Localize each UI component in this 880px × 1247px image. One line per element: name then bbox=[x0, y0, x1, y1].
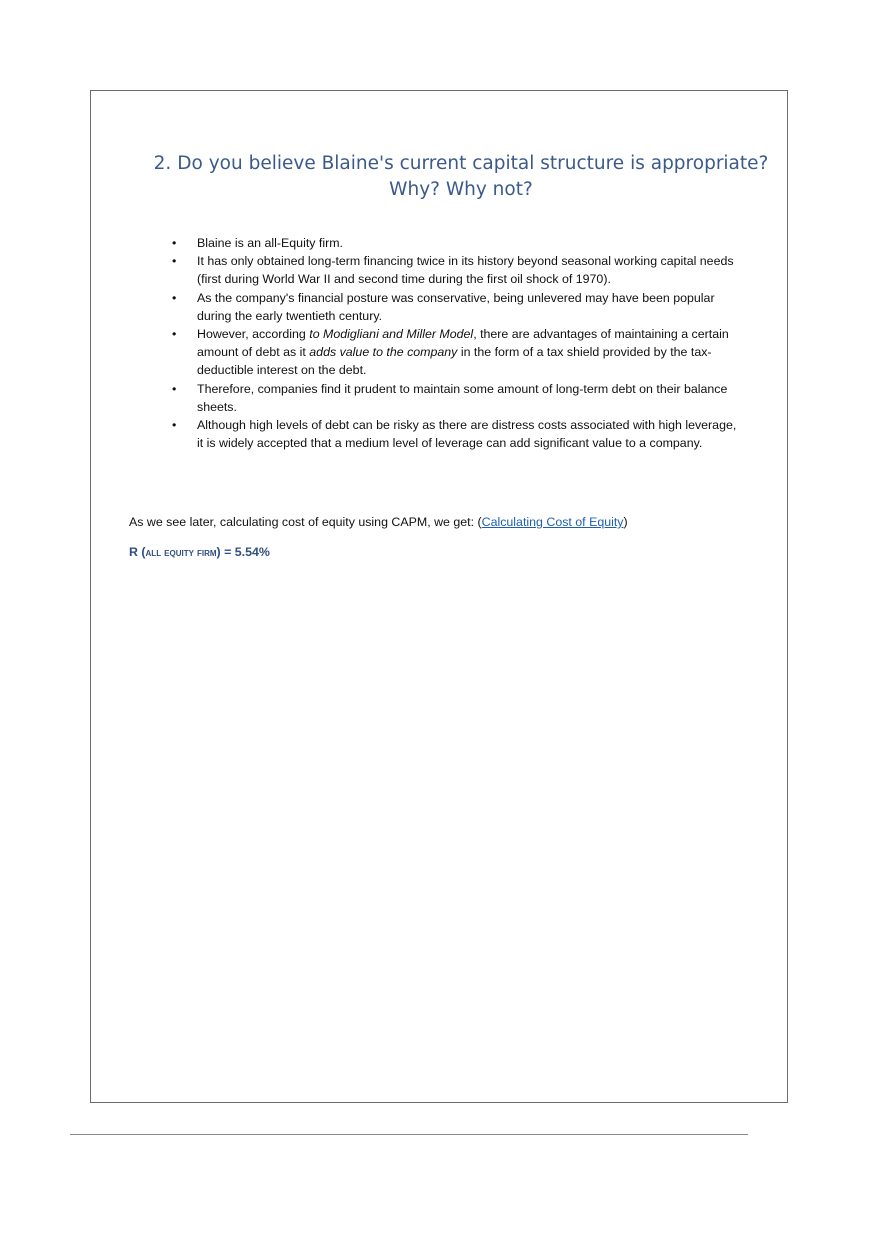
list-item bbox=[172, 289, 742, 325]
bullet-text: Blaine is an all-Equity firm. bbox=[197, 236, 343, 250]
question-number: 2. bbox=[153, 153, 172, 174]
bullet-text: As the company's financial posture was conservative, being unlevered may have been popular during the early twentieth century. bbox=[197, 290, 715, 323]
bullet-icon: • bbox=[172, 381, 177, 396]
list-item bbox=[172, 325, 742, 380]
question-heading bbox=[150, 151, 772, 203]
list-item bbox=[172, 252, 742, 288]
emphasis-model: to Modigliani and Miller Model bbox=[309, 327, 474, 342]
bullet-text: , there are advantages of maintaining a certain amount of debt as it bbox=[197, 327, 729, 360]
bullet-icon: • bbox=[172, 418, 177, 433]
bullet-text: in the form of a tax shield provided by the tax-deductible interest on the debt. bbox=[197, 345, 712, 378]
bullet-text: However, according bbox=[197, 327, 310, 342]
bullet-list bbox=[172, 234, 742, 452]
bullet-text: It has only obtained long-term financing twice in its history beyond seasonal working capital needs (first during World War II and second time during the first oil shock of 1970). bbox=[197, 254, 734, 287]
result-suffix: ) = 5.54% bbox=[216, 545, 270, 559]
capm-paragraph bbox=[129, 513, 749, 531]
list-item bbox=[172, 234, 742, 252]
list-item bbox=[172, 416, 742, 452]
result-label: all equity firm bbox=[145, 547, 217, 559]
bullet-icon: • bbox=[172, 327, 177, 342]
bullet-icon: • bbox=[172, 236, 177, 250]
question-text: Do you believe Blaine's current capital structure is appropriate? Why? Why not? bbox=[177, 153, 769, 200]
bullet-icon: • bbox=[172, 254, 177, 269]
list-item bbox=[172, 380, 742, 416]
cost-of-equity-link[interactable]: Calculating Cost of Equity bbox=[481, 515, 624, 529]
capm-lead-text: As we see later, calculating cost of equity using CAPM, we get: ( bbox=[129, 515, 482, 529]
result-prefix: R ( bbox=[129, 545, 146, 559]
bullet-text: Although high levels of debt can be risky as there are distress costs associated with high leverage, it is widely accepted that a medium level of leverage can add significant value to a company. bbox=[197, 418, 737, 451]
bullet-icon: • bbox=[172, 290, 177, 305]
footer-rule bbox=[70, 1134, 748, 1135]
result-value bbox=[129, 543, 270, 562]
bullet-text: Therefore, companies find it prudent to maintain some amount of long-term debt on their balance sheets. bbox=[197, 381, 728, 414]
emphasis-adds-value: adds value to the company bbox=[309, 345, 458, 360]
capm-close-text: ) bbox=[623, 515, 628, 529]
